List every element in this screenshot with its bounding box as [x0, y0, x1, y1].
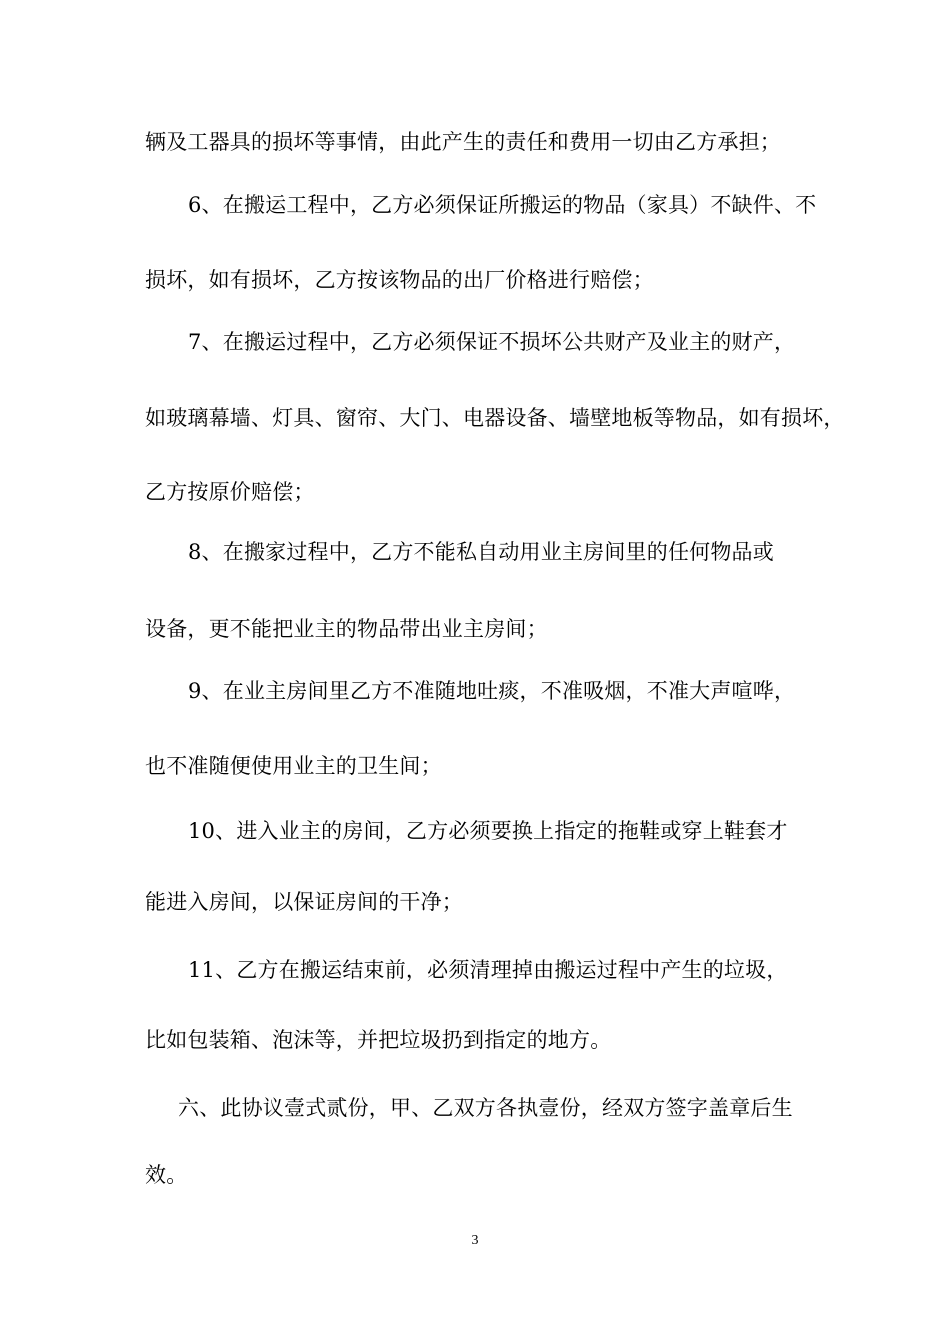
- text-line-11: 10、进入业主的房间，乙方必须要换上指定的拖鞋或穿上鞋套才: [188, 819, 788, 843]
- text-line-1: 辆及工器具的损坏等事情，由此产生的责任和费用一切由乙方承担；: [145, 130, 781, 154]
- text-line-10: 也不准随便使用业主的卫生间；: [145, 754, 442, 778]
- text-line-13: 11、乙方在搬运结束前，必须清理掉由搬运过程中产生的垃圾，: [188, 958, 788, 982]
- text-line-14: 比如包装箱、泡沫等，并把垃圾扔到指定的地方。: [145, 1028, 612, 1052]
- text-line-4: 7、在搬运过程中，乙方必须保证不损坏公共财产及业主的财产，: [188, 330, 796, 354]
- text-line-12: 能进入房间，以保证房间的干净；: [145, 890, 463, 914]
- text-line-16: 效。: [145, 1163, 188, 1187]
- text-line-3: 损坏，如有损坏，乙方按该物品的出厂价格进行赔偿；: [145, 268, 654, 292]
- text-line-8: 设备，更不能把业主的物品带出业主房间；: [145, 617, 548, 641]
- page-number: 3: [471, 1233, 479, 1248]
- text-line-5: 如玻璃幕墙、灯具、窗帘、大门、电器设备、墙壁地板等物品，如有损坏，: [145, 406, 845, 430]
- text-line-9: 9、在业主房间里乙方不准随地吐痰，不准吸烟，不准大声喧哗，: [188, 679, 796, 703]
- text-line-6: 乙方按原价赔偿；: [145, 480, 315, 504]
- text-line-2: 6、在搬运工程中，乙方必须保证所搬运的物品（家具）不缺件、不: [188, 193, 817, 217]
- text-line-7: 8、在搬家过程中，乙方不能私自动用业主房间里的任何物品或: [188, 540, 774, 564]
- text-line-15: 六、此协议壹式贰份，甲、乙双方各执壹份，经双方签字盖章后生: [178, 1096, 793, 1120]
